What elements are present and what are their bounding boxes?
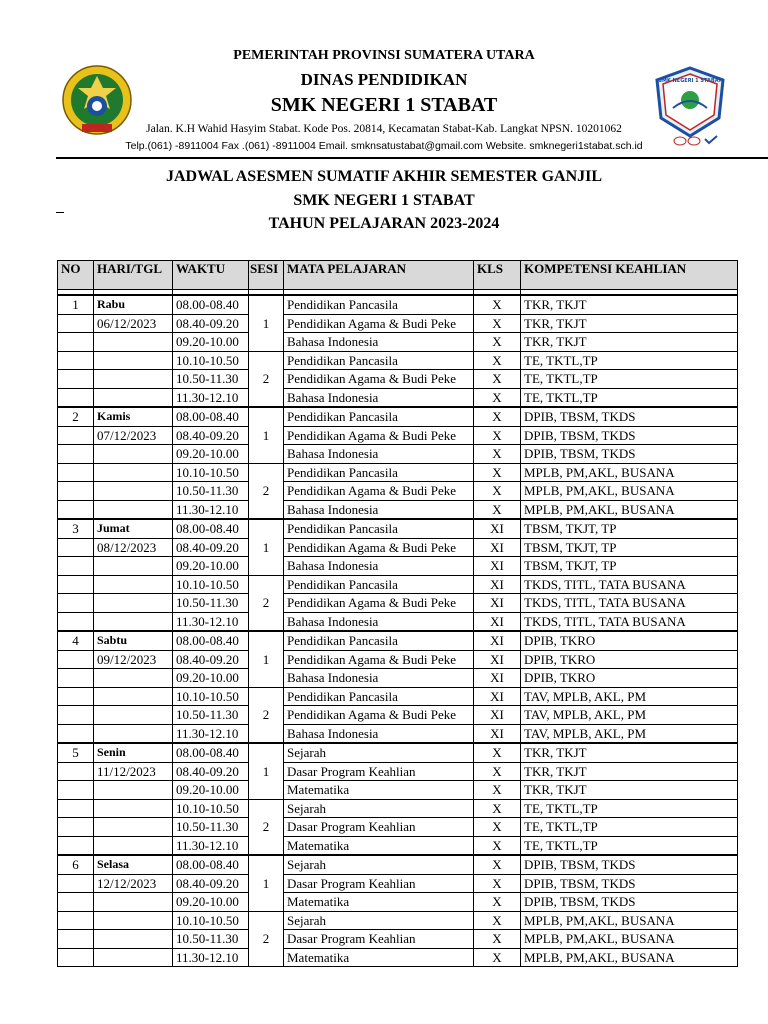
cell-competency: TKR, TKJT	[521, 762, 738, 781]
cell-session: 1	[249, 855, 284, 911]
cell-competency: TKDS, TITL, TATA BUSANA	[521, 612, 738, 631]
cell-subject: Sejarah	[284, 743, 474, 762]
cell-subject: Pendidikan Pancasila	[284, 407, 474, 426]
cell-class: X	[474, 948, 521, 967]
cell-competency: TE, TKTL,TP	[521, 370, 738, 389]
cell-class: X	[474, 799, 521, 818]
cell-competency: DPIB, TBSM, TKDS	[521, 445, 738, 464]
cell-subject: Bahasa Indonesia	[284, 445, 474, 464]
cell-competency: TKR, TKJT	[521, 333, 738, 352]
cell-competency: DPIB, TKRO	[521, 669, 738, 688]
cell-time: 10.10-10.50	[173, 351, 249, 370]
cell-subject: Pendidikan Agama & Budi Peke	[284, 426, 474, 445]
table-row	[58, 631, 738, 650]
cell-class: XI	[474, 594, 521, 613]
cell-competency: TBSM, TKJT, TP	[521, 519, 738, 538]
cell-time: 08.40-09.20	[173, 314, 249, 333]
cell-subject: Bahasa Indonesia	[284, 612, 474, 631]
cell-class: X	[474, 370, 521, 389]
table-row	[58, 874, 738, 893]
cell-subject: Pendidikan Pancasila	[284, 519, 474, 538]
cell-competency: DPIB, TBSM, TKDS	[521, 855, 738, 874]
cell-subject: Sejarah	[284, 799, 474, 818]
cell-date: 11/12/2023	[94, 762, 173, 781]
header-class: KLS	[474, 261, 521, 290]
cell-time: 10.50-11.30	[173, 818, 249, 837]
cell-subject: Pendidikan Pancasila	[284, 351, 474, 370]
cell-time: 08.00-08.40	[173, 631, 249, 650]
cell-class: X	[474, 836, 521, 855]
cell-date: 12/12/2023	[94, 874, 173, 893]
cell-session: 2	[249, 911, 284, 967]
cell-class: X	[474, 818, 521, 837]
cell-day-empty	[94, 333, 173, 352]
cell-time: 10.50-11.30	[173, 706, 249, 725]
cell-class: XI	[474, 538, 521, 557]
cell-subject: Pendidikan Pancasila	[284, 463, 474, 482]
cell-subject: Dasar Program Keahlian	[284, 930, 474, 949]
school-address: Jalan. K.H Wahid Hasyim Stabat. Kode Pos. 20814, Kecamatan Stabat-Kab. Langkat NPSN. 10201062	[146, 123, 622, 135]
cell-time: 08.00-08.40	[173, 855, 249, 874]
cell-class: X	[474, 930, 521, 949]
cell-session: 1	[249, 519, 284, 575]
cell-day-empty	[94, 463, 173, 482]
cell-session: 1	[249, 631, 284, 687]
cell-class: X	[474, 781, 521, 800]
cell-competency: MPLB, PM,AKL, BUSANA	[521, 463, 738, 482]
cell-no	[58, 781, 94, 800]
cell-subject: Dasar Program Keahlian	[284, 762, 474, 781]
cell-class: X	[474, 463, 521, 482]
cell-no	[58, 930, 94, 949]
cell-day: Sabtu	[94, 631, 173, 650]
cell-class: X	[474, 893, 521, 912]
cell-no	[58, 818, 94, 837]
cell-competency: TKDS, TITL, TATA BUSANA	[521, 575, 738, 594]
table-row	[58, 407, 738, 426]
school-contact: Telp.(061) -8911004 Fax .(061) -8911004 Email. smknsatustabat@gmail.com Website. smknegeri1stabat.sch.id	[125, 140, 643, 152]
cell-class: X	[474, 743, 521, 762]
header-no: NO	[58, 261, 94, 290]
cell-session: 1	[249, 407, 284, 463]
cell-no	[58, 388, 94, 407]
cell-no	[58, 482, 94, 501]
cell-no: 4	[58, 631, 94, 650]
document-title: JADWAL ASESMEN SUMATIF AKHIR SEMESTER GANJIL	[165, 168, 603, 185]
cell-no	[58, 594, 94, 613]
cell-subject: Bahasa Indonesia	[284, 388, 474, 407]
cell-day-empty	[94, 948, 173, 967]
cell-subject: Bahasa Indonesia	[284, 724, 474, 743]
table-row	[58, 333, 738, 352]
cell-day-empty	[94, 930, 173, 949]
cell-day-empty	[94, 836, 173, 855]
cell-day-empty	[94, 911, 173, 930]
cell-time: 10.50-11.30	[173, 930, 249, 949]
cell-day-empty	[94, 687, 173, 706]
cell-competency: MPLB, PM,AKL, BUSANA	[521, 930, 738, 949]
cell-competency: DPIB, TKRO	[521, 650, 738, 669]
table-row	[58, 687, 738, 706]
cell-no	[58, 650, 94, 669]
cell-day-empty	[94, 594, 173, 613]
cell-no	[58, 724, 94, 743]
table-row	[58, 669, 738, 688]
cell-time: 11.30-12.10	[173, 612, 249, 631]
cell-day-empty	[94, 799, 173, 818]
cell-subject: Dasar Program Keahlian	[284, 874, 474, 893]
cell-subject: Pendidikan Agama & Budi Peke	[284, 650, 474, 669]
cell-time: 08.00-08.40	[173, 743, 249, 762]
cell-no	[58, 911, 94, 930]
cell-date: 08/12/2023	[94, 538, 173, 557]
cell-no	[58, 612, 94, 631]
document-subtitle-year: TAHUN PELAJARAN 2023-2024	[268, 215, 500, 232]
table-row	[58, 463, 738, 482]
letterhead-rule	[56, 157, 768, 159]
school-name: SMK NEGERI 1 STABAT	[270, 94, 498, 116]
cell-class: XI	[474, 612, 521, 631]
table-row	[58, 538, 738, 557]
cell-session: 2	[249, 575, 284, 631]
cell-time: 09.20-10.00	[173, 445, 249, 464]
cell-class: X	[474, 855, 521, 874]
cell-no	[58, 669, 94, 688]
department-line: DINAS PENDIDIKAN	[300, 70, 468, 89]
cell-time: 08.40-09.20	[173, 762, 249, 781]
cell-time: 10.50-11.30	[173, 482, 249, 501]
cell-no	[58, 557, 94, 576]
cell-competency: TKR, TKJT	[521, 743, 738, 762]
cell-subject: Pendidikan Agama & Budi Peke	[284, 706, 474, 725]
table-header-row	[58, 261, 738, 290]
cell-competency: TE, TKTL,TP	[521, 388, 738, 407]
cell-day-empty	[94, 351, 173, 370]
cell-class: X	[474, 426, 521, 445]
cell-no	[58, 463, 94, 482]
cell-class: X	[474, 407, 521, 426]
cell-class: X	[474, 351, 521, 370]
cell-subject: Pendidikan Agama & Budi Peke	[284, 538, 474, 557]
table-row	[58, 855, 738, 874]
cell-class: X	[474, 295, 521, 314]
cell-time: 08.00-08.40	[173, 519, 249, 538]
cell-date: 09/12/2023	[94, 650, 173, 669]
cell-time: 11.30-12.10	[173, 836, 249, 855]
cell-date: 07/12/2023	[94, 426, 173, 445]
table-row	[58, 948, 738, 967]
cell-subject: Pendidikan Pancasila	[284, 687, 474, 706]
cell-subject: Pendidikan Pancasila	[284, 575, 474, 594]
cell-class: XI	[474, 687, 521, 706]
table-row	[58, 500, 738, 519]
cell-class: X	[474, 388, 521, 407]
cell-competency: DPIB, TBSM, TKDS	[521, 874, 738, 893]
cell-no: 2	[58, 407, 94, 426]
cell-time: 10.50-11.30	[173, 370, 249, 389]
cell-day-empty	[94, 557, 173, 576]
cell-competency: DPIB, TBSM, TKDS	[521, 407, 738, 426]
cell-time: 09.20-10.00	[173, 333, 249, 352]
table-row	[58, 519, 738, 538]
cell-competency: TE, TKTL,TP	[521, 351, 738, 370]
table-row	[58, 445, 738, 464]
cell-no	[58, 314, 94, 333]
cell-time: 09.20-10.00	[173, 781, 249, 800]
cell-no	[58, 893, 94, 912]
cell-no	[58, 836, 94, 855]
table-row	[58, 612, 738, 631]
cell-time: 11.30-12.10	[173, 500, 249, 519]
cell-competency: MPLB, PM,AKL, BUSANA	[521, 948, 738, 967]
exam-schedule-table	[57, 260, 738, 967]
cell-no	[58, 948, 94, 967]
cell-subject: Sejarah	[284, 911, 474, 930]
cell-session: 1	[249, 743, 284, 799]
cell-day-empty	[94, 482, 173, 501]
cell-day-empty	[94, 388, 173, 407]
cell-class: X	[474, 911, 521, 930]
cell-subject: Bahasa Indonesia	[284, 333, 474, 352]
cell-day-empty	[94, 781, 173, 800]
cell-session: 2	[249, 799, 284, 855]
cell-time: 08.00-08.40	[173, 407, 249, 426]
table-row	[58, 314, 738, 333]
cell-competency: DPIB, TBSM, TKDS	[521, 893, 738, 912]
cell-day-empty	[94, 893, 173, 912]
cell-class: XI	[474, 724, 521, 743]
cell-subject: Pendidikan Pancasila	[284, 295, 474, 314]
cell-session: 2	[249, 687, 284, 743]
cell-no	[58, 370, 94, 389]
table-row	[58, 426, 738, 445]
table-row	[58, 818, 738, 837]
cell-competency: TAV, MPLB, AKL, PM	[521, 706, 738, 725]
table-row	[58, 706, 738, 725]
cell-day-empty	[94, 669, 173, 688]
cell-competency: TKDS, TITL, TATA BUSANA	[521, 594, 738, 613]
cell-no: 3	[58, 519, 94, 538]
cell-class: XI	[474, 557, 521, 576]
table-row	[58, 724, 738, 743]
cell-time: 09.20-10.00	[173, 557, 249, 576]
table-row	[58, 930, 738, 949]
cell-competency: TKR, TKJT	[521, 314, 738, 333]
cell-competency: MPLB, PM,AKL, BUSANA	[521, 482, 738, 501]
table-row	[58, 911, 738, 930]
cell-day-empty	[94, 818, 173, 837]
cell-subject: Pendidikan Agama & Budi Peke	[284, 314, 474, 333]
cell-subject: Pendidikan Pancasila	[284, 631, 474, 650]
cell-subject: Bahasa Indonesia	[284, 669, 474, 688]
table-row	[58, 295, 738, 314]
table-row	[58, 351, 738, 370]
cell-competency: TBSM, TKJT, TP	[521, 538, 738, 557]
cell-day: Rabu	[94, 295, 173, 314]
document-subtitle-school: SMK NEGERI 1 STABAT	[293, 192, 475, 209]
cell-no	[58, 874, 94, 893]
cell-class: XI	[474, 669, 521, 688]
header-day-date: HARI/TGL	[94, 261, 173, 290]
cell-day-empty	[94, 500, 173, 519]
cell-time: 11.30-12.10	[173, 724, 249, 743]
table-row	[58, 388, 738, 407]
cell-subject: Matematika	[284, 948, 474, 967]
table-row	[58, 370, 738, 389]
cell-subject: Pendidikan Agama & Budi Peke	[284, 370, 474, 389]
cell-session: 2	[249, 463, 284, 519]
cell-subject: Matematika	[284, 893, 474, 912]
cell-day-empty	[94, 445, 173, 464]
cell-class: XI	[474, 519, 521, 538]
cell-subject: Matematika	[284, 836, 474, 855]
cell-no	[58, 706, 94, 725]
cell-competency: MPLB, PM,AKL, BUSANA	[521, 911, 738, 930]
cell-competency: DPIB, TKRO	[521, 631, 738, 650]
cell-time: 08.00-08.40	[173, 295, 249, 314]
cell-subject: Bahasa Indonesia	[284, 500, 474, 519]
cell-competency: TE, TKTL,TP	[521, 799, 738, 818]
cell-subject: Pendidikan Agama & Budi Peke	[284, 482, 474, 501]
letterhead	[0, 0, 768, 160]
cell-session: 2	[249, 351, 284, 407]
cell-competency: TE, TKTL,TP	[521, 818, 738, 837]
svg-text:SMK NEGERI 1 STABAT: SMK NEGERI 1 STABAT	[658, 78, 722, 84]
cell-session: 1	[249, 295, 284, 351]
stray-mark	[56, 212, 64, 213]
cell-time: 09.20-10.00	[173, 669, 249, 688]
cell-no: 6	[58, 855, 94, 874]
cell-time: 08.40-09.20	[173, 650, 249, 669]
cell-time: 08.40-09.20	[173, 874, 249, 893]
cell-day-empty	[94, 575, 173, 594]
school-logo	[655, 66, 725, 146]
cell-competency: TAV, MPLB, AKL, PM	[521, 687, 738, 706]
cell-class: X	[474, 445, 521, 464]
cell-no	[58, 351, 94, 370]
cell-class: XI	[474, 706, 521, 725]
table-row	[58, 482, 738, 501]
cell-class: XI	[474, 631, 521, 650]
cell-time: 10.10-10.50	[173, 463, 249, 482]
cell-day-empty	[94, 706, 173, 725]
cell-class: X	[474, 874, 521, 893]
cell-time: 10.10-10.50	[173, 799, 249, 818]
cell-class: X	[474, 314, 521, 333]
cell-competency: TKR, TKJT	[521, 295, 738, 314]
cell-time: 08.40-09.20	[173, 538, 249, 557]
table-row	[58, 594, 738, 613]
cell-subject: Bahasa Indonesia	[284, 557, 474, 576]
table-row	[58, 743, 738, 762]
cell-class: X	[474, 482, 521, 501]
header-subject: MATA PELAJARAN	[284, 261, 474, 290]
cell-no	[58, 575, 94, 594]
cell-date: 06/12/2023	[94, 314, 173, 333]
table-row	[58, 557, 738, 576]
header-competency: KOMPETENSI KEAHLIAN	[521, 261, 738, 290]
table-row	[58, 575, 738, 594]
cell-day: Selasa	[94, 855, 173, 874]
cell-time: 10.50-11.30	[173, 594, 249, 613]
cell-time: 10.10-10.50	[173, 911, 249, 930]
cell-day-empty	[94, 612, 173, 631]
table-row	[58, 762, 738, 781]
cell-no	[58, 500, 94, 519]
cell-class: X	[474, 500, 521, 519]
cell-day: Kamis	[94, 407, 173, 426]
cell-no	[58, 762, 94, 781]
cell-time: 10.10-10.50	[173, 687, 249, 706]
table-row	[58, 836, 738, 855]
cell-competency: TBSM, TKJT, TP	[521, 557, 738, 576]
cell-class: X	[474, 762, 521, 781]
cell-competency: MPLB, PM,AKL, BUSANA	[521, 500, 738, 519]
cell-subject: Sejarah	[284, 855, 474, 874]
cell-no	[58, 687, 94, 706]
government-line: PEMERINTAH PROVINSI SUMATERA UTARA	[233, 48, 535, 63]
cell-day-empty	[94, 370, 173, 389]
cell-day-empty	[94, 724, 173, 743]
cell-no: 5	[58, 743, 94, 762]
cell-class: X	[474, 333, 521, 352]
cell-day: Senin	[94, 743, 173, 762]
table-row	[58, 650, 738, 669]
table-row	[58, 893, 738, 912]
table-body	[58, 290, 738, 967]
cell-day: Jumat	[94, 519, 173, 538]
cell-time: 10.10-10.50	[173, 575, 249, 594]
cell-subject: Pendidikan Agama & Budi Peke	[284, 594, 474, 613]
cell-competency: TAV, MPLB, AKL, PM	[521, 724, 738, 743]
cell-no: 1	[58, 295, 94, 314]
cell-competency: TE, TKTL,TP	[521, 836, 738, 855]
header-time: WAKTU	[173, 261, 249, 290]
header-session: SESI	[249, 261, 284, 290]
cell-no	[58, 445, 94, 464]
cell-time: 08.40-09.20	[173, 426, 249, 445]
cell-subject: Matematika	[284, 781, 474, 800]
cell-competency: TKR, TKJT	[521, 781, 738, 800]
cell-time: 11.30-12.10	[173, 948, 249, 967]
cell-time: 09.20-10.00	[173, 893, 249, 912]
cell-no	[58, 538, 94, 557]
cell-no	[58, 799, 94, 818]
cell-competency: DPIB, TBSM, TKDS	[521, 426, 738, 445]
table-row	[58, 781, 738, 800]
cell-class: XI	[474, 650, 521, 669]
cell-class: XI	[474, 575, 521, 594]
cell-time: 11.30-12.10	[173, 388, 249, 407]
cell-subject: Dasar Program Keahlian	[284, 818, 474, 837]
cell-no	[58, 333, 94, 352]
cell-no	[58, 426, 94, 445]
table-row	[58, 799, 738, 818]
